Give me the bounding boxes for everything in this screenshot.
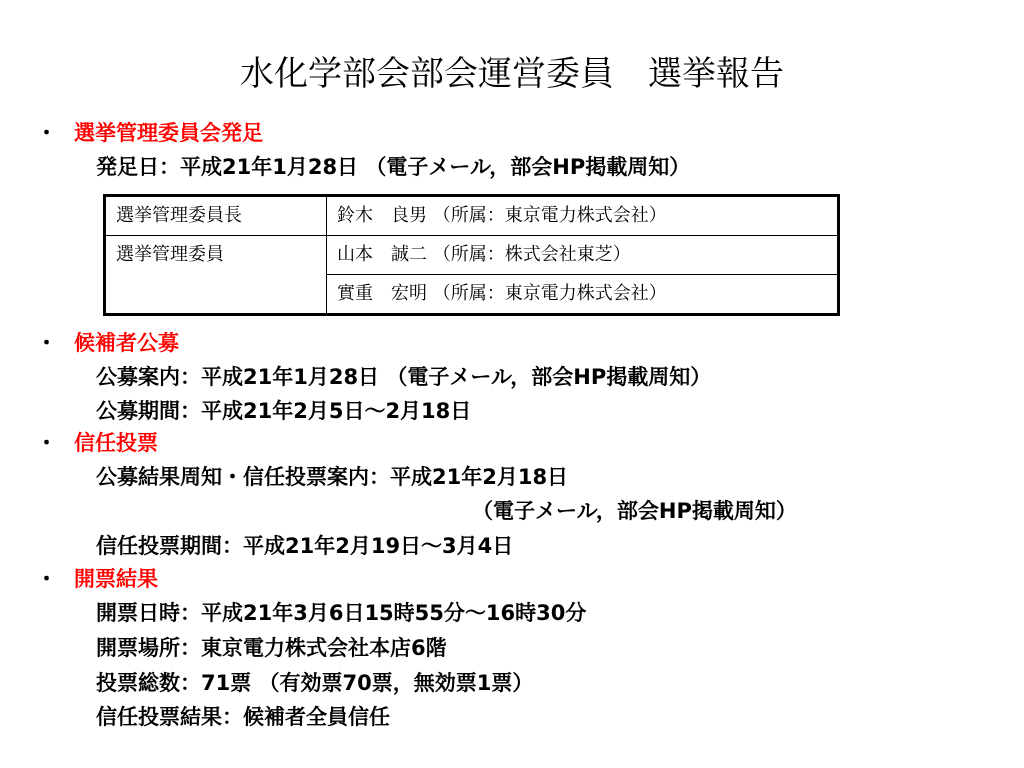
bullet-marker: ・ bbox=[36, 431, 57, 455]
table-cell-member-name: 山本 誠二 （所属：株式会社東芝） bbox=[327, 236, 839, 275]
bullet-marker: ・ bbox=[36, 567, 57, 591]
section-heading-results: 開票結果 bbox=[74, 567, 158, 591]
candidate-period-line: 公募期間：平成21年2月5日～2月18日 bbox=[96, 399, 472, 423]
table-row bbox=[105, 196, 839, 236]
vote-notice-method-line: （電子メール，部会HP掲載周知） bbox=[472, 499, 797, 523]
page-title: 水化学部会部会運営委員 選挙報告 bbox=[240, 54, 784, 94]
count-datetime-line: 開票日時：平成21年3月6日15時55分～16時30分 bbox=[96, 601, 587, 625]
table-cell-chair-role: 選挙管理委員長 bbox=[105, 196, 327, 236]
table-cell-chair-name: 鈴木 良男 （所属：東京電力株式会社） bbox=[327, 196, 839, 236]
committee-start-date: 発足日：平成21年1月28日 （電子メール，部会HP掲載周知） bbox=[96, 155, 691, 179]
table-cell-member-name: 實重 宏明 （所属：東京電力株式会社） bbox=[327, 275, 839, 315]
table-row bbox=[105, 236, 839, 275]
candidate-notice-line: 公募案内：平成21年1月28日 （電子メール，部会HP掲載周知） bbox=[96, 365, 712, 389]
bullet-marker: ・ bbox=[36, 121, 57, 145]
committee-table-wrapper bbox=[103, 194, 840, 316]
count-location-line: 開票場所：東京電力株式会社本店6階 bbox=[96, 636, 447, 660]
vote-notice-line: 公募結果周知・信任投票案内：平成21年2月18日 bbox=[96, 465, 569, 489]
bullet-marker: ・ bbox=[36, 331, 57, 355]
vote-total-line: 投票総数：71票 （有効票70票，無効票1票） bbox=[96, 671, 534, 695]
committee-table bbox=[103, 194, 840, 316]
section-heading-candidates: 候補者公募 bbox=[74, 331, 179, 355]
section-heading-vote: 信任投票 bbox=[74, 431, 158, 455]
vote-result-line: 信任投票結果：候補者全員信任 bbox=[96, 705, 390, 729]
table-cell-member-role: 選挙管理委員 bbox=[105, 236, 327, 315]
vote-period-line: 信任投票期間：平成21年2月19日～3月4日 bbox=[96, 534, 514, 558]
section-heading-committee: 選挙管理委員会発足 bbox=[74, 121, 263, 145]
